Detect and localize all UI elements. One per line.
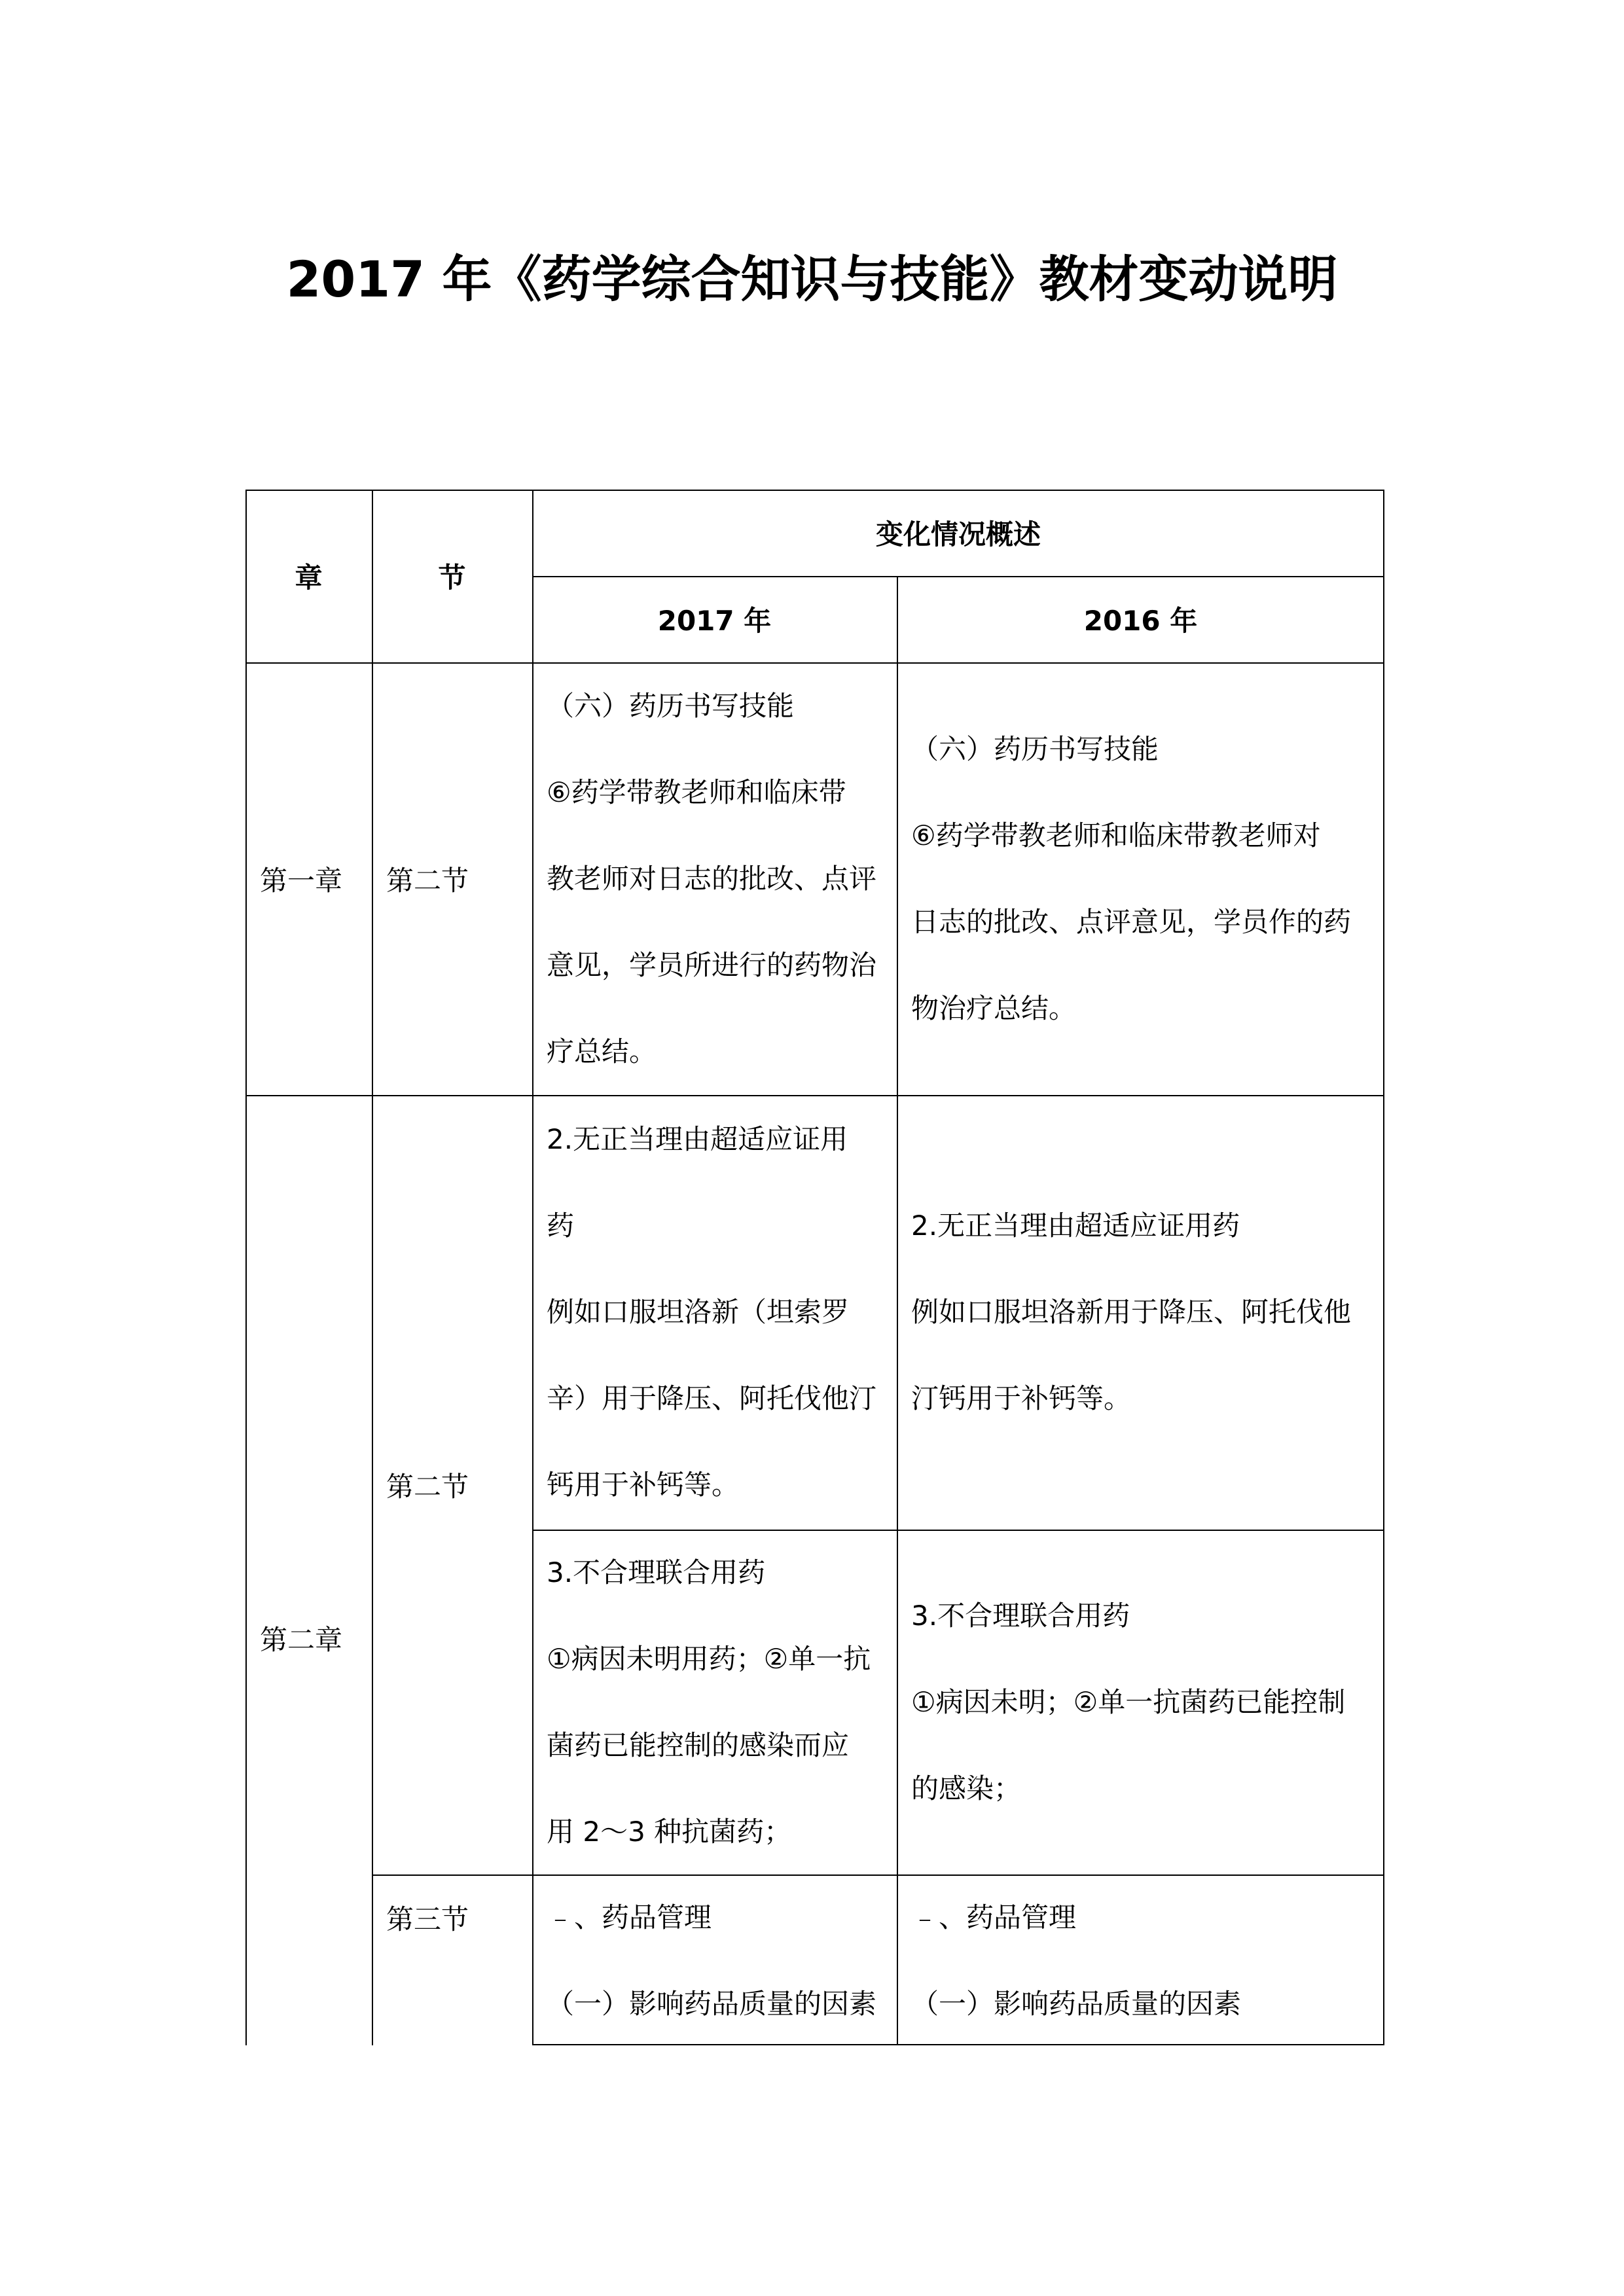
row1-text-2017: [532, 662, 897, 1095]
row2b-text-2017: [532, 1530, 897, 1874]
text-line: 疗总结。: [547, 1035, 657, 1067]
header-change-overview: 变化情况概述: [875, 518, 1041, 550]
text-line: （一）影响药品质量的因素: [911, 1988, 1242, 2020]
header-2017: 2017 年: [657, 605, 772, 637]
row3-text-2016: [897, 1874, 1384, 2047]
row2a-text-2016: [897, 1095, 1384, 1530]
text-line: 日志的批改、点评意见，学员作的药: [911, 905, 1352, 938]
text-line: ①病因未明用药；②单一抗: [547, 1642, 871, 1675]
header-section: 节: [438, 562, 466, 594]
row2a-text-2017: [532, 1095, 897, 1530]
row2-section: 第二节: [386, 1470, 469, 1503]
row1-text-2016: [897, 662, 1384, 1095]
text-line: 药: [547, 1210, 575, 1242]
row2-chapter: 第二章: [260, 1624, 343, 1656]
text-line: 的感染；: [911, 1772, 1022, 1804]
text-line: ﹣、药品管理: [911, 1901, 1077, 1933]
row3-section: 第三节: [386, 1903, 469, 1935]
header-2016: 2016 年: [1083, 605, 1198, 637]
text-line: 物治疗总结。: [911, 992, 1077, 1024]
text-line: 钙用于补钙等。: [547, 1469, 740, 1501]
text-line: 例如口服坦洛新用于降压、阿托伐他: [911, 1296, 1352, 1328]
row2b-text-2016: [897, 1530, 1384, 1874]
changes-table: [245, 490, 1384, 2045]
text-line: 例如口服坦洛新（坦索罗: [547, 1296, 850, 1328]
row1-chapter: 第一章: [260, 864, 343, 897]
text-line: ⑥药学带教老师和临床带: [547, 776, 846, 808]
text-line: 3.不合理联合用药: [547, 1556, 766, 1588]
text-line: ﹣、药品管理: [547, 1901, 712, 1933]
text-line: 汀钙用于补钙等。: [911, 1382, 1132, 1414]
header-chapter: 章: [295, 562, 323, 594]
text-line: 教老师对日志的批改、点评: [547, 862, 877, 895]
document-title: 2017 年《药学综合知识与技能》教材变动说明: [286, 250, 1338, 308]
text-line: （六）药历书写技能: [547, 689, 795, 722]
text-line: ①病因未明；②单一抗菌药已能控制: [911, 1685, 1346, 1718]
row1-section: 第二节: [386, 864, 469, 897]
text-line: （六）药历书写技能: [911, 732, 1159, 765]
text-line: 用 2～3 种抗菌药；: [547, 1815, 792, 1848]
text-line: 菌药已能控制的感染而应: [547, 1729, 850, 1761]
text-line: 2.无正当理由超适应证用: [547, 1123, 848, 1155]
text-line: 意见，学员所进行的药物治: [547, 948, 877, 981]
text-line: （一）影响药品质量的因素: [547, 1988, 877, 2020]
text-line: 3.不合理联合用药: [911, 1599, 1130, 1632]
text-line: 2.无正当理由超适应证用药: [911, 1210, 1240, 1242]
row3-text-2017: [532, 1874, 897, 2047]
text-line: ⑥药学带教老师和临床带教老师对: [911, 819, 1321, 852]
text-line: 辛）用于降压、阿托伐他汀: [547, 1382, 877, 1414]
